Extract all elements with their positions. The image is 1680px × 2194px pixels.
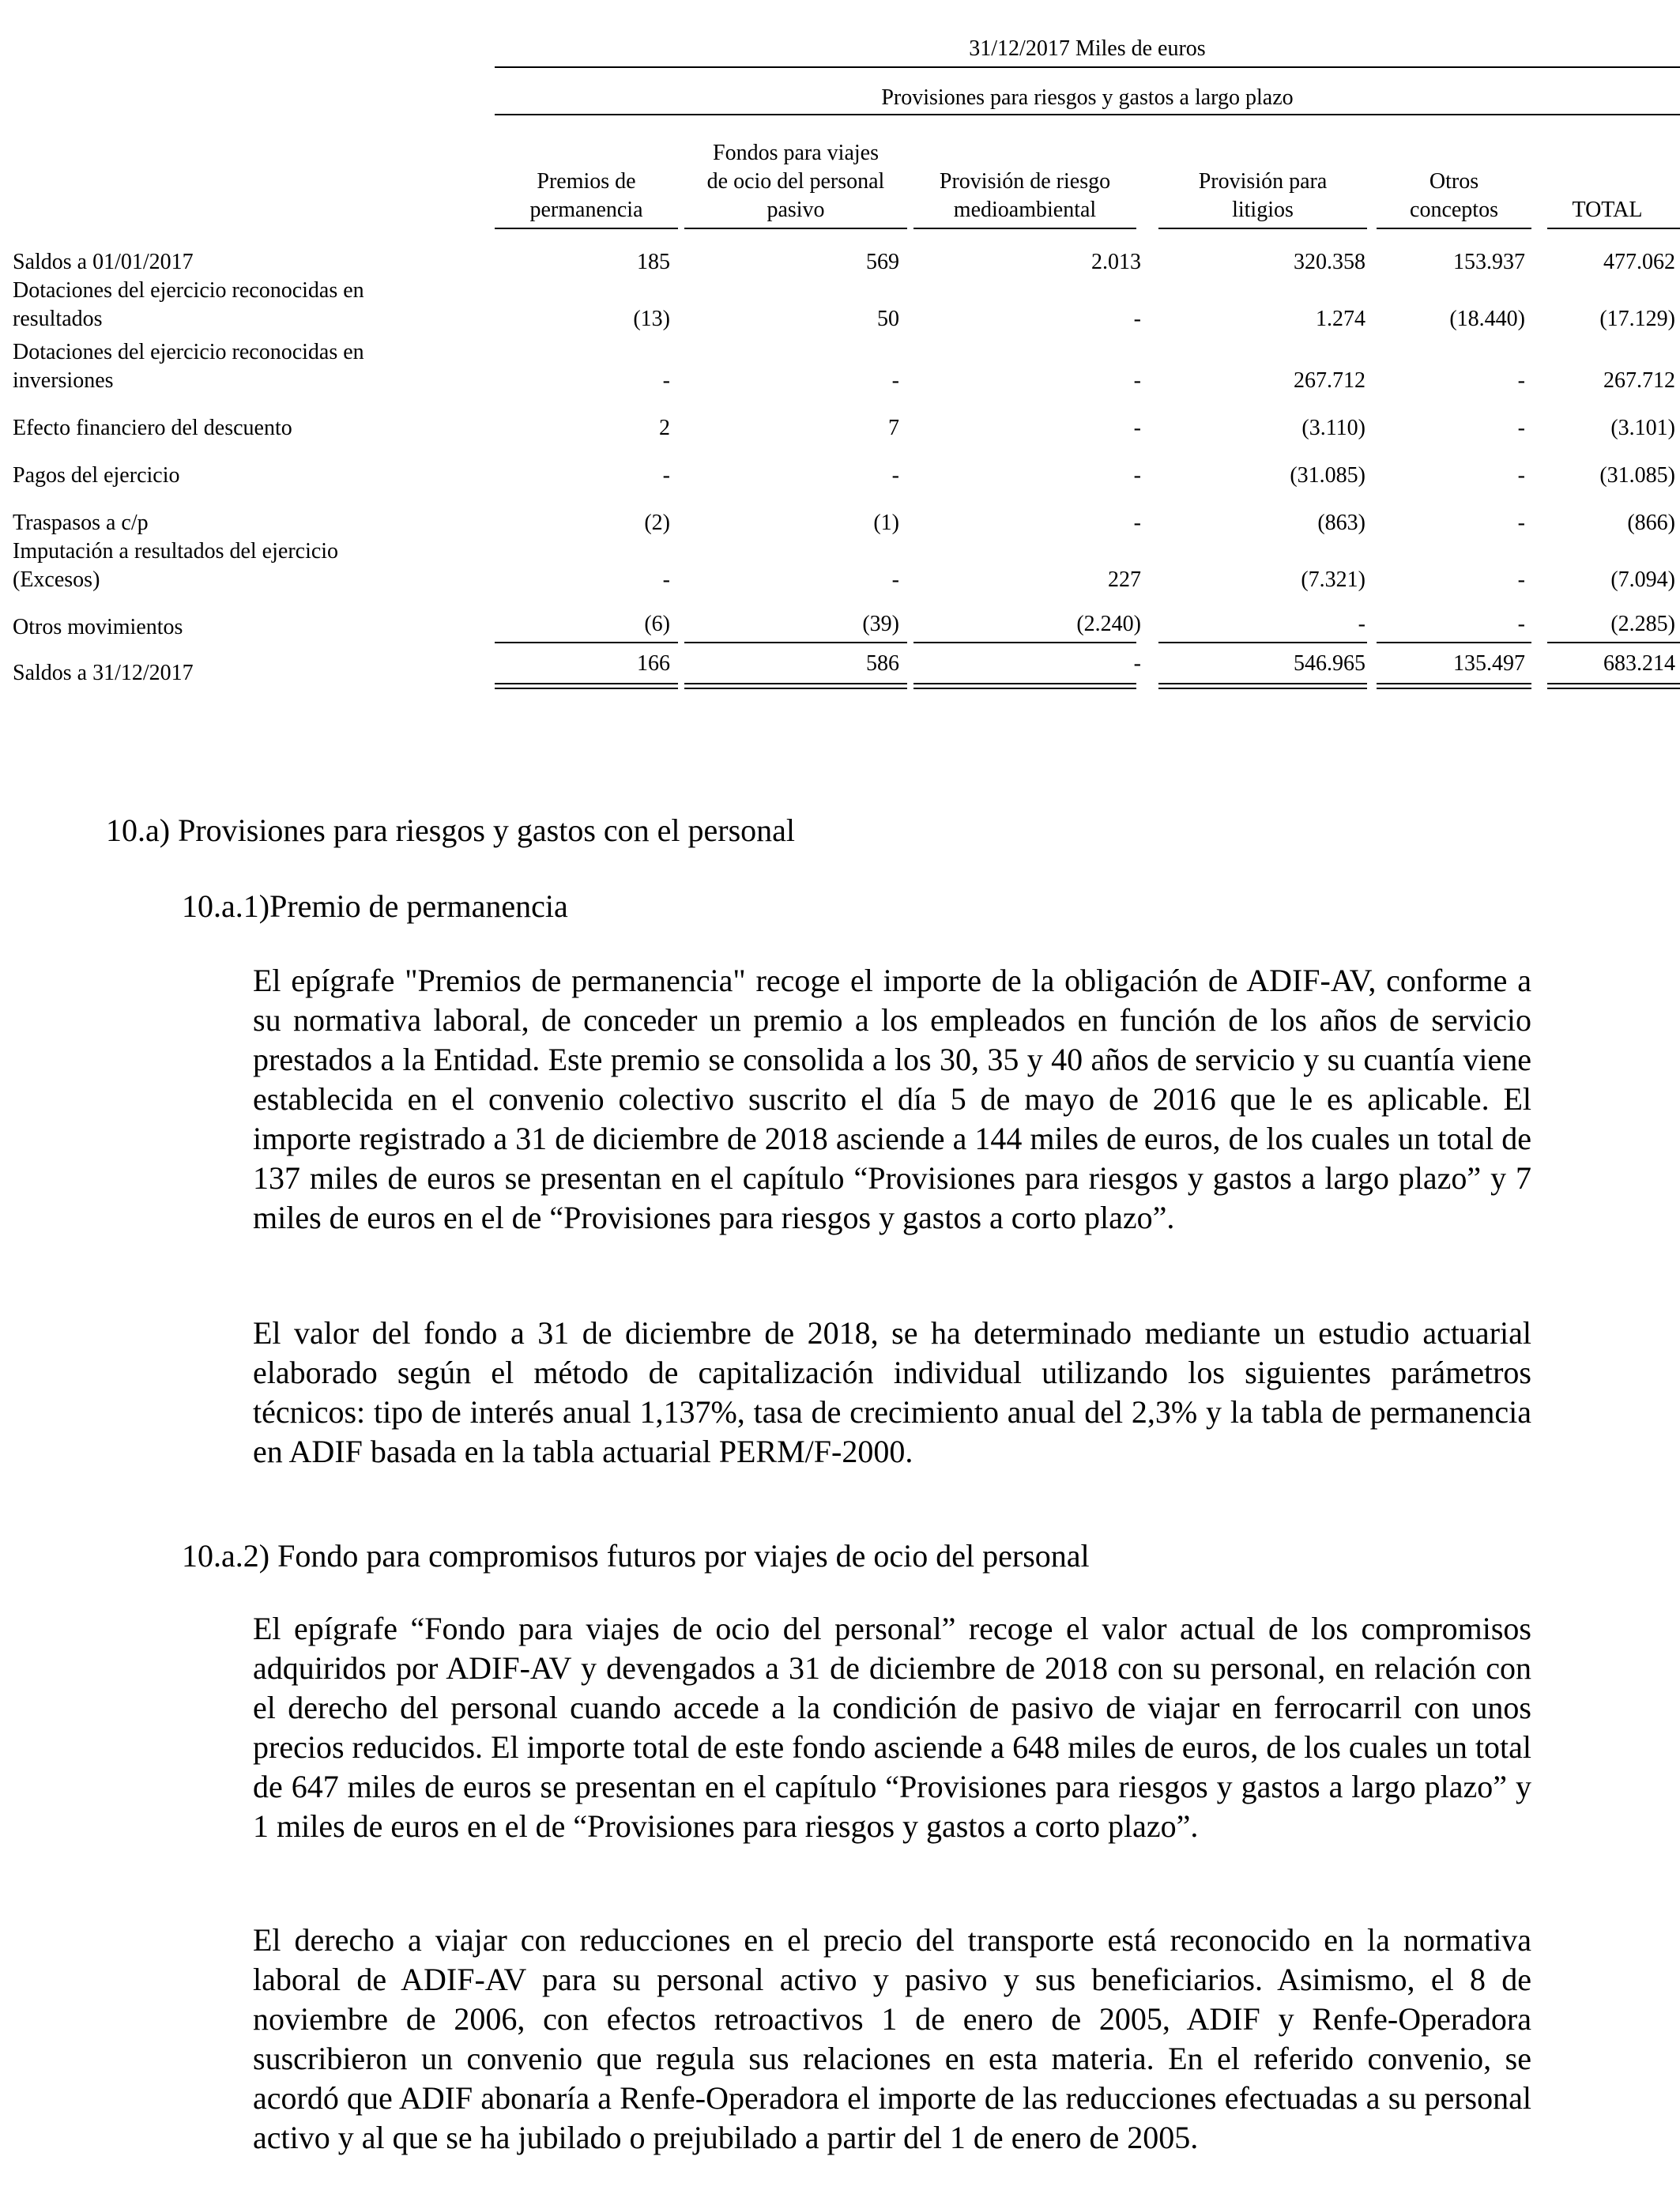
subtotal-rule [684,642,907,643]
table-period: 31/12/2017 Miles de euros [969,36,1206,61]
cell: - [1358,612,1365,636]
total-double-rule [684,683,907,689]
cell: - [662,368,670,393]
subtotal-rule [913,642,1136,643]
cell: 586 [866,651,899,676]
paragraph-10a2-1: El epígrafe “Fondo para viajes de ocio del personal” recoge el valor actual de los compromisos adquiridos por ADIF-AV y devengados a 31 de diciembre de 2018 con su personal, en relación con el derecho del personal cuando accede a la condición de pasivo de viajar en ferrocarril con unos precios reducidos. El importe total de este fondo asciende a 648 miles de euros, de los cuales un total de 647 miles de euros se presentan en el capítulo “Provisiones para riesgos y gastos a largo plazo” y 1 miles de euros en el de “Provisiones para riesgos y gastos a corto plazo”. [253,1611,1531,1844]
cell: 569 [866,250,899,274]
cell: - [1133,651,1141,676]
col-rule [1547,228,1680,229]
cell: 477.062 [1603,250,1675,274]
col-header-litigios: Provisión para litigios [1198,169,1328,222]
col-header-total: TOTAL [1572,198,1643,222]
cell: (31.085) [1599,463,1675,488]
cell: 267.712 [1294,368,1365,393]
cell: - [891,463,899,488]
cell: (866) [1627,511,1675,535]
section-title-10a2: 10.a.2) Fondo para compromisos futuros por viajes de ocio del personal [182,1538,1090,1574]
cell: 683.214 [1603,651,1675,676]
cell: 135.497 [1453,651,1525,676]
cell: 546.965 [1294,651,1365,676]
cell: - [1133,368,1141,393]
col-rule [1377,228,1531,229]
col-rule [684,228,907,229]
cell: - [1517,368,1525,393]
cell: 185 [637,250,670,274]
cell: (2.240) [1076,612,1141,636]
cell: - [1133,307,1141,331]
cell: 1.274 [1316,307,1365,331]
row-label: Pagos del ejercicio [13,463,180,488]
cell: - [1133,416,1141,440]
row-label: Traspasos a c/p [13,511,149,535]
cell: - [1133,463,1141,488]
cell: - [1517,612,1525,636]
cell: (2) [644,511,670,535]
cell: 50 [877,307,899,331]
cell: - [1517,567,1525,592]
row-label: Dotaciones del ejercicio reconocidas en inversiones [13,340,364,393]
cell: - [891,567,899,592]
subtotal-rule [1158,642,1367,643]
cell: 153.937 [1453,250,1525,274]
cell: - [1133,511,1141,535]
cell: - [1517,463,1525,488]
cell: (7.094) [1610,567,1675,592]
cell: 320.358 [1294,250,1365,274]
cell: (863) [1317,511,1365,535]
cell: - [662,567,670,592]
row-label: Saldos a 31/12/2017 [13,661,194,685]
subtotal-rule [495,642,678,643]
row-label: Otros movimientos [13,615,183,639]
section-title-10a: 10.a) Provisiones para riesgos y gastos con el personal [106,812,796,848]
cell: 2.013 [1091,250,1141,274]
cell: (31.085) [1290,463,1365,488]
subtotal-rule [1547,642,1680,643]
cell: 2 [659,416,670,440]
row-label: Saldos a 01/01/2017 [13,250,194,274]
cell: (7.321) [1301,567,1365,592]
cell: - [891,368,899,393]
total-double-rule [1547,683,1680,689]
cell: - [1517,416,1525,440]
paragraph-10a1-2: El valor del fondo a 31 de diciembre de 2018, se ha determinado mediante un estudio actuarial elaborado según el método de capitalización individual utilizando los siguientes parámetros técnicos: tipo de interés anual 1,137%, tasa de crecimiento anual del 2,3% y la tabla de permanencia en ADIF basada en la tabla actuarial PERM/F-2000. [253,1315,1531,1469]
cell: (39) [862,612,899,636]
paragraph-10a2-2: El derecho a viajar con reducciones en el precio del transporte está reconocido en la normativa laboral de ADIF-AV para su personal activo y pasivo y sus beneficiarios. Asimismo, el 8 de noviembre de 2006, con efectos retroactivos 1 de enero de 2005, ADIF y Renfe-Operadora suscribieron un convenio que regula sus relaciones en esta materia. En el referido convenio, se acordó que ADIF abonaría a Renfe-Operadora el importe de las reducciones efectuadas a su personal activo y al que se ha jubilado o prejubilado a partir del 1 de enero de 2005. [253,1922,1531,2155]
cell: (3.110) [1301,416,1365,440]
period-rule [495,66,1680,68]
total-double-rule [913,683,1136,689]
table-group-header: Provisiones para riesgos y gastos a largo plazo [881,85,1294,110]
cell: (3.101) [1610,416,1675,440]
col-rule [1158,228,1367,229]
cell: (18.440) [1449,307,1525,331]
cell: (17.129) [1599,307,1675,331]
col-header-fondos-viajes: Fondos para viajes de ocio del personal pasivo [706,141,885,222]
total-double-rule [1377,683,1531,689]
row-label: Efecto financiero del descuento [13,416,292,440]
cell: (6) [644,612,670,636]
row-label: Dotaciones del ejercicio reconocidas en resultados [13,278,364,331]
cell: (13) [633,307,670,331]
paragraph-10a1-1: El epígrafe "Premios de permanencia" recoge el importe de la obligación de ADIF-AV, conforme a su normativa laboral, de conceder un premio a los empleados en función de los años de servicio prestados a la Entidad. Este premio se consolida a los 30, 35 y 40 años de servicio y su cuantía viene establecida en el convenio colectivo suscrito el día 5 de mayo de 2016 que le es aplicable. El importe registrado a 31 de diciembre de 2018 asciende a 144 miles de euros, de los cuales un total de 137 miles de euros se presentan en el capítulo “Provisiones para riesgos y gastos a largo plazo” y 7 miles de euros en el de “Provisiones para riesgos y gastos a corto plazo”. [253,963,1531,1235]
col-rule [495,228,678,229]
cell: 166 [637,651,670,676]
row-label: Imputación a resultados del ejercicio (Excesos) [13,539,339,592]
group-rule [495,114,1680,115]
col-header-medioambiental: Provisión de riesgo medioambiental [939,169,1111,222]
cell: - [1517,511,1525,535]
cell: 267.712 [1603,368,1675,393]
cell: 227 [1108,567,1141,592]
col-header-premios: Premios de permanencia [529,169,643,222]
cell: 7 [888,416,899,440]
total-double-rule [1158,683,1367,689]
total-double-rule [495,683,678,689]
cell: - [662,463,670,488]
section-title-10a1: 10.a.1)Premio de permanencia [182,888,568,924]
cell: (1) [873,511,899,535]
col-rule [913,228,1136,229]
col-header-otros: Otros conceptos [1410,169,1498,222]
cell: (2.285) [1610,612,1675,636]
subtotal-rule [1377,642,1531,643]
